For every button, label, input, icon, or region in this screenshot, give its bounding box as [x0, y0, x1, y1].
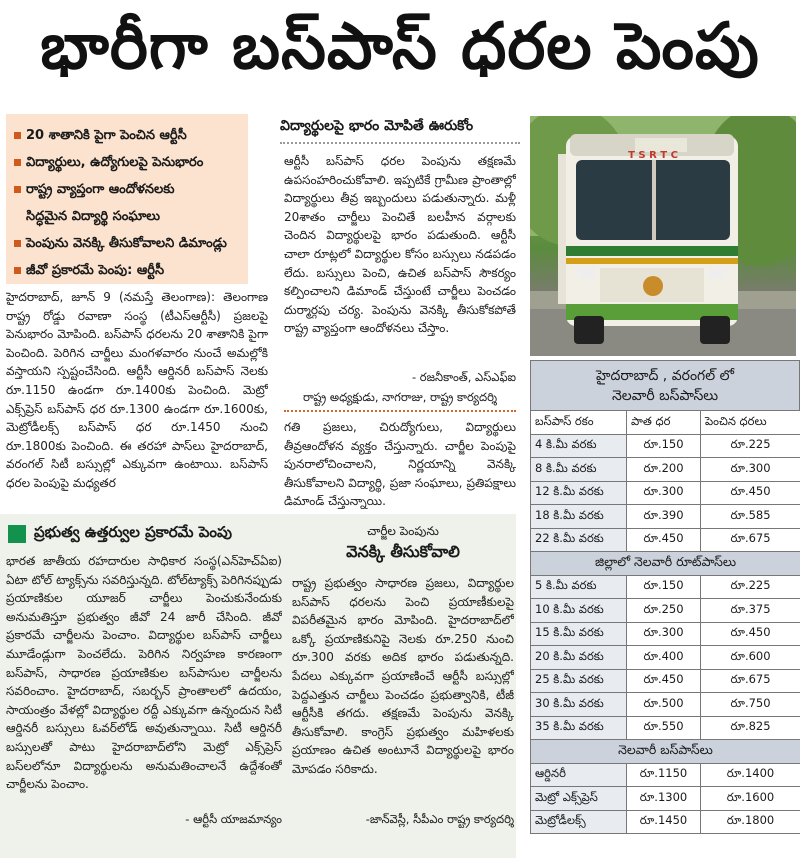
- new-fare-cell: రూ.450: [701, 622, 800, 646]
- panel-title: ప్రభుత్వ ఉత్తర్వుల ప్రకారమే పెంపు: [34, 523, 232, 541]
- old-fare-cell: రూ.300: [627, 622, 701, 646]
- fare-row: [531, 787, 800, 811]
- old-fare-cell: రూ.550: [627, 716, 701, 740]
- fare-type-cell: ఆర్డినరీ: [531, 763, 627, 787]
- new-fare-cell: రూ.225: [701, 434, 800, 458]
- old-fare-cell: రూ.390: [627, 505, 701, 529]
- highlight-item: 20 శాతానికి పైగా పెంచిన ఆర్టీసీ: [12, 122, 242, 149]
- fare-type-cell: 10 కి.మీ వరకు: [531, 599, 627, 623]
- fare-type-cell: 30 కి.మీ వరకు: [531, 693, 627, 717]
- section-marker: [8, 525, 26, 543]
- panel-story: భారత జాతీయ రహదారుల సాధికార సంస్థ(ఎన్‌హెచ్ఏఐ) ఏటా టోల్ ట్యాక్స్‌ను సవరిస్తున్నది. టోల్‌ట్యాక్స్ పెరిగినప్పుడు ప్రయాణికుల యూజర్ చార్జీలు పెంచుకునేందుకు అనుమతిస్తూ ప్రభుత్వం జీవో 24 జారీ చేసింది. జీవో ప్రకారమే చార్జీలను పెంచాం. విద్యార్థుల బస్‌పాస్ చార్జీలు మూడేండ్లుగా పెంచలేదు. పెరిగిన నిర్వహణ కారణంగా బస్‌పాస్, సాధారణ ప్రయాణికుల బస్‌పాసుల చార్జీలను సవరించాం. హైదరాబాద్, సబర్బన్ ప్రాంతాలలో ఉదయం, సాయంత్రం వేళల్లో విద్యార్థుల రద్దీ ఎక్కువగా ఉన్నందున సిటీ ఆర్డినరీ బస్సులు ఓవర్‌లోడ్ అవుతున్నాయి. సిటీ ఆర్డినరీ బస్సులతో పాటు హైదరాబాద్‌లోని మెట్రో ఎక్స్‌ప్రెస్ బస్‌లలోనూ విద్యార్థులను అనుమతించాలనే ఉద్దేశంతో చార్జీలను పెంచాం.: [6, 554, 282, 792]
- new-fare-cell: రూ.375: [701, 599, 800, 623]
- column-header: పాత ధర: [627, 411, 701, 435]
- fare-section-title: జిల్లాలో నెలవారీ రూట్‌పాస్‌లు: [531, 552, 800, 576]
- fare-row: [531, 646, 800, 670]
- fare-table-subtitle: నెలవారీ బస్‌పాస్‌లు: [611, 387, 719, 404]
- new-fare-cell: రూ.675: [701, 528, 800, 552]
- fare-section-header: [531, 552, 800, 576]
- old-fare-cell: రూ.450: [627, 669, 701, 693]
- fare-table-title: హైదరాబాద్ , వరంగల్ లో: [595, 367, 734, 384]
- highlights-box: [6, 114, 248, 284]
- new-fare-cell: రూ.1400: [701, 763, 800, 787]
- fare-section-header: [531, 740, 800, 764]
- fare-row: [531, 599, 800, 623]
- fare-row: [531, 481, 800, 505]
- new-fare-cell: రూ.825: [701, 716, 800, 740]
- fare-type-cell: మెట్రో ఎక్స్‌ప్రెస్: [531, 787, 627, 811]
- new-fare-cell: రూ.600: [701, 646, 800, 670]
- old-fare-cell: రూ.1150: [627, 763, 701, 787]
- highlight-item: సిద్ధమైన విద్యార్థి సంఘాలు: [26, 209, 161, 224]
- new-fare-cell: రూ.300: [701, 458, 800, 482]
- fare-section-title: నెలవారీ బస్‌పాస్‌లు: [531, 740, 800, 764]
- highlight-item: విద్యార్థులు, ఉద్యోగులపై పెనుభారం: [12, 149, 242, 176]
- old-fare-cell: రూ.150: [627, 575, 701, 599]
- new-fare-cell: రూ.1800: [701, 810, 800, 834]
- fare-type-cell: 4 కి.మీ వరకు: [531, 434, 627, 458]
- new-fare-cell: రూ.1600: [701, 787, 800, 811]
- old-fare-cell: రూ.250: [627, 599, 701, 623]
- main-story: హైదరాబాద్, జూన్ 9 (నమస్తే తెలంగాణ): తెలంగాణ రాష్ట్ర రోడ్డు రవాణా సంస్థ (టీఎస్ఆర్టీసీ) ప్రజలపై పెనుభారం మోపింది. బస్‌పాస్ ధరలను 20 శాతానికి పైగా పెంచింది. పెరిగిన చార్జీలు మంగళవారం నుంచే అమల్లోకి వస్తాయని స్పష్టంచేసింది. ఆర్టీసీ ఆర్డినరీ బస్‌పాస్ నెలకు రూ.1150 ఉండగా రూ.1400కు పెంచింది. మెట్రో ఎక్స్‌ప్రెస్ బస్‌పాస్ ధర రూ.1300 ఉండగా రూ.1600కు, మెట్రోడీలక్స్ బస్‌పాస్ ధర రూ.1450 నుంచి రూ.1800కు పెంచింది. ఈ తరహా పాస్‌లు హైదరాబాద్, వరంగల్ సిటీ బస్సుల్లో ఎక్కువగా ఉంటాయి. బస్‌పాస్ ధరల పెంపుపై మధ్యతర: [6, 290, 268, 490]
- new-fare-cell: రూ.450: [701, 481, 800, 505]
- old-fare-cell: రూ.150: [627, 434, 701, 458]
- panel-byline: - ఆర్టీసీ యాజమాన్యం: [185, 812, 282, 826]
- side-story-byline-titles: రాష్ట్ర అధ్యక్షుడు, నాగరాజు, రాష్ట్ర కార్యదర్శి: [302, 390, 498, 404]
- old-fare-cell: రూ.450: [627, 528, 701, 552]
- fare-type-cell: 22 కి.మీ వరకు: [531, 528, 627, 552]
- old-fare-cell: రూ.300: [627, 481, 701, 505]
- new-fare-cell: రూ.675: [701, 669, 800, 693]
- bus-photo: [530, 116, 796, 356]
- fare-row: [531, 528, 800, 552]
- fare-table: [530, 360, 800, 830]
- old-fare-cell: రూ.1300: [627, 787, 701, 811]
- fare-grid: [530, 410, 800, 834]
- new-fare-cell: రూ.750: [701, 693, 800, 717]
- side-story-body: ఆర్టీసీ బస్‌పాస్ ధరల పెంపును తక్షణమే ఉపసంహరించుకోవాలి. ఇప్పటికే గ్రామీణ ప్రాంతాల్లో విద్యార్థులు తీవ్ర ఇబ్బందులు పడుతున్నారు. మళ్లీ 20శాతం చార్జీలు పెంచితే బలహీన వర్గాలకు చెందిన విద్యార్థులపై భారం పడుతుంది. ఆర్టీసీ చాలా రూట్లలో విద్యార్థుల కోసం బస్సులు నడపడం లేదు. బస్సులు పెంచి, ఉచిత బస్‌పాస్ సౌకర్యం కల్పించాలని డిమాండ్ చేస్తుంటే చార్జీలు పెంచడం దుర్మార్గపు చర్య. పెంపును వెనక్కి తీసుకోకపోతే రాష్ట్ర వ్యాప్తంగా ఆందోళనలు చేస్తాం.: [284, 154, 516, 336]
- panel-side-kicker: చార్జీల పెంపును: [367, 524, 439, 538]
- fare-table-header: [530, 360, 800, 410]
- fare-row: [531, 669, 800, 693]
- column-header: బస్‌పాస్ రకం: [531, 411, 627, 435]
- fare-type-cell: 15 కి.మీ వరకు: [531, 622, 627, 646]
- fare-type-cell: 35 కి.మీ వరకు: [531, 716, 627, 740]
- panel-side-title: వెనక్కి తీసుకోవాలి: [346, 542, 460, 561]
- headline: భారీగా బస్‌పాస్ ధరల పెంపు: [40, 9, 760, 84]
- bus-illustration: [530, 116, 796, 356]
- bus-sign: T S R T C: [628, 150, 678, 161]
- main-story-continued: గతి ప్రజలు, చిరుద్యోగులు, విద్యార్థులు తీవ్రఆందోళన వ్యక్తం చేస్తున్నారు. చార్జీల పెంపుపై పునరాలోచించాలని, నిర్ణయాన్ని వెనక్కి తీసుకోవాలని విద్యార్థి, ప్రజా సంఘాలు, ప్రతిపక్షాలు డిమాండ్ చేస్తున్నాయి.: [284, 420, 516, 509]
- fare-row: [531, 622, 800, 646]
- old-fare-cell: రూ.1450: [627, 810, 701, 834]
- fare-type-cell: 5 కి.మీ వరకు: [531, 575, 627, 599]
- new-fare-cell: రూ.225: [701, 575, 800, 599]
- fare-type-cell: 8 కి.మీ వరకు: [531, 458, 627, 482]
- highlight-item: రాష్ట్ర వ్యాప్తంగా ఆందోళనలకు: [12, 176, 242, 203]
- panel-side-byline: -జాన్‌వెస్లీ, సీపీఎం రాష్ట్ర కార్యదర్శి: [365, 812, 514, 826]
- highlight-item: పెంపును వెనక్కి తీసుకోవాలని డిమాండ్లు: [12, 230, 242, 257]
- fare-row: [531, 458, 800, 482]
- fare-columns-row: [531, 411, 800, 435]
- fare-type-cell: 25 కి.మీ వరకు: [531, 669, 627, 693]
- fare-row: [531, 810, 800, 834]
- old-fare-cell: రూ.400: [627, 646, 701, 670]
- fare-row: [531, 716, 800, 740]
- fare-type-cell: 18 కి.మీ వరకు: [531, 505, 627, 529]
- side-story-title: విద్యార్థులపై భారం మోపితే ఊరుకోం: [280, 118, 520, 144]
- side-story-byline: - రజనీకాంత్, ఎస్ఎఫ్ఐ: [412, 370, 516, 384]
- fare-row: [531, 434, 800, 458]
- panel-side-story: రాష్ట్ర ప్రభుత్వం సాధారణ ప్రజలు, విద్యార్థుల బస్‌పాస్ ధరలను పెంచి ప్రయాణీకులపై విపరీతమైన భారం మోపింది. హైదరాబాద్‌లో ఒక్కో ప్రయాణికునిపై నెలకు రూ.250 నుంచి రూ.300 వరకు అదిక భారం పడుతున్నది. పేదలు ఎక్కువగా ప్రయాణించే ఆర్టీసీ బస్సుల్లో పెద్దఎత్తున చార్జీలు పెంచడం ప్రభుత్వానికి, టీజీ ఆర్టీసీకి తగదు. తక్షణమే పెంపును వెనక్కి తీసుకోవాలి. కాంగ్రెస్ ప్రభుత్వం మహిళలకు ప్రయాణం ఉచిత అంటూనే విద్యార్థులపై భారం మోపడం సరికాదు.: [292, 576, 514, 776]
- fare-row: [531, 763, 800, 787]
- fare-row: [531, 575, 800, 599]
- highlight-item: జీవో ప్రకారమే పెంపు: ఆర్టీసీ: [12, 257, 242, 284]
- new-fare-cell: రూ.585: [701, 505, 800, 529]
- fare-type-cell: 20 కి.మీ వరకు: [531, 646, 627, 670]
- fare-row: [531, 505, 800, 529]
- fare-row: [531, 693, 800, 717]
- column-header: పెంచిన ధరలు: [701, 411, 800, 435]
- fare-type-cell: మెట్రోడీలక్స్: [531, 810, 627, 834]
- old-fare-cell: రూ.500: [627, 693, 701, 717]
- fare-type-cell: 12 కి.మీ వరకు: [531, 481, 627, 505]
- old-fare-cell: రూ.200: [627, 458, 701, 482]
- divider: [284, 410, 516, 412]
